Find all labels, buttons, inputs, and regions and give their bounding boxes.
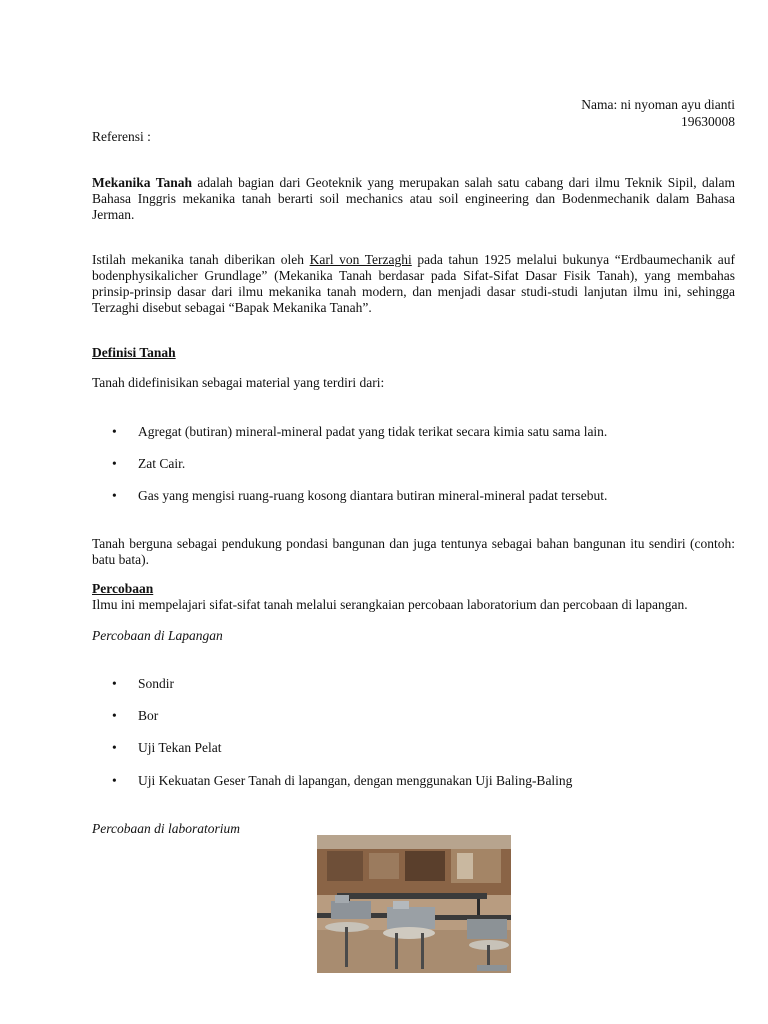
heading-definisi: [92, 345, 735, 361]
bullet-icon: •: [112, 676, 117, 691]
list-item: Sondir: [138, 676, 175, 691]
lab-title: Percobaan di laboratorium: [92, 821, 240, 836]
bullet-icon: •: [112, 740, 117, 755]
percobaan-intro: Ilmu ini mempelajari sifat-sifat tanah melalui serangkaian percobaan laboratorium dan percobaan di lapangan.: [92, 597, 688, 612]
terzaghi-link[interactable]: Karl von Terzaghi: [309, 252, 412, 267]
author-name: Nama: ni nyoman ayu dianti: [581, 97, 735, 112]
percobaan-heading-text: Percobaan: [92, 581, 154, 596]
list-item: Uji Tekan Pelat: [138, 740, 222, 755]
bullet-icon: •: [112, 708, 117, 723]
bullet-icon: •: [112, 773, 117, 788]
lab-photo-illustration: [317, 835, 511, 973]
list-item: Gas yang mengisi ruang-ruang kosong diantara butiran mineral-mineral padat tersebut.: [138, 488, 608, 503]
laboratory-photo: [317, 835, 511, 973]
list-item: Agregat (butiran) mineral-mineral padat yang tidak terikat secara kimia satu sama lain.: [138, 424, 608, 439]
referensi-label: Referensi :: [92, 129, 151, 144]
list-item: Zat Cair.: [138, 456, 186, 471]
bullet-icon: •: [112, 488, 117, 503]
paragraph-usage: Tanah berguna sebagai pendukung pondasi bangunan dan juga tentunya sebagai bahan bangunan itu sendiri (contoh: batu bata).: [92, 536, 735, 567]
student-id: 19630008: [681, 114, 735, 129]
lapangan-title: Percobaan di Lapangan: [92, 628, 223, 643]
definisi-heading-text: Definisi Tanah: [92, 345, 176, 360]
paragraph-intro: [92, 175, 735, 223]
definisi-intro: Tanah didefinisikan sebagai material yang terdiri dari:: [92, 375, 385, 390]
intro-text: adalah bagian dari Geoteknik yang merupakan salah satu cabang dari ilmu Teknik Sipil, dalam Bahasa Inggris mekanika tanah berarti soil mechanics atau soil engineering dan Bodenmechanik dalam Bahasa Jerman.: [92, 175, 736, 222]
list-item: Bor: [138, 708, 159, 723]
heading-percobaan: [92, 581, 735, 597]
history-before: Istilah mekanika tanah diberikan oleh: [92, 252, 310, 267]
bullet-icon: •: [112, 424, 117, 439]
bullet-icon: •: [112, 456, 117, 471]
term-mekanika-tanah: Mekanika Tanah: [92, 175, 192, 190]
paragraph-history: [92, 252, 735, 316]
list-item: Uji Kekuatan Geser Tanah di lapangan, dengan menggunakan Uji Baling-Baling: [138, 773, 573, 788]
history-after: pada tahun 1925 melalui bukunya “Erdbaumechanik auf bodenphysikalicher Grundlage” (Mekanika Tanah berdasar pada Sifat-Sifat Dasar Fisik Tanah), yang membahas prinsip-prinsip dasar dari ilmu mekanika tanah modern, dan menjadi dasar studi-studi lanjutan ilmu ini, sehingga Terzaghi disebut sebagai “Bapak Mekanika Tanah”.: [92, 252, 735, 315]
